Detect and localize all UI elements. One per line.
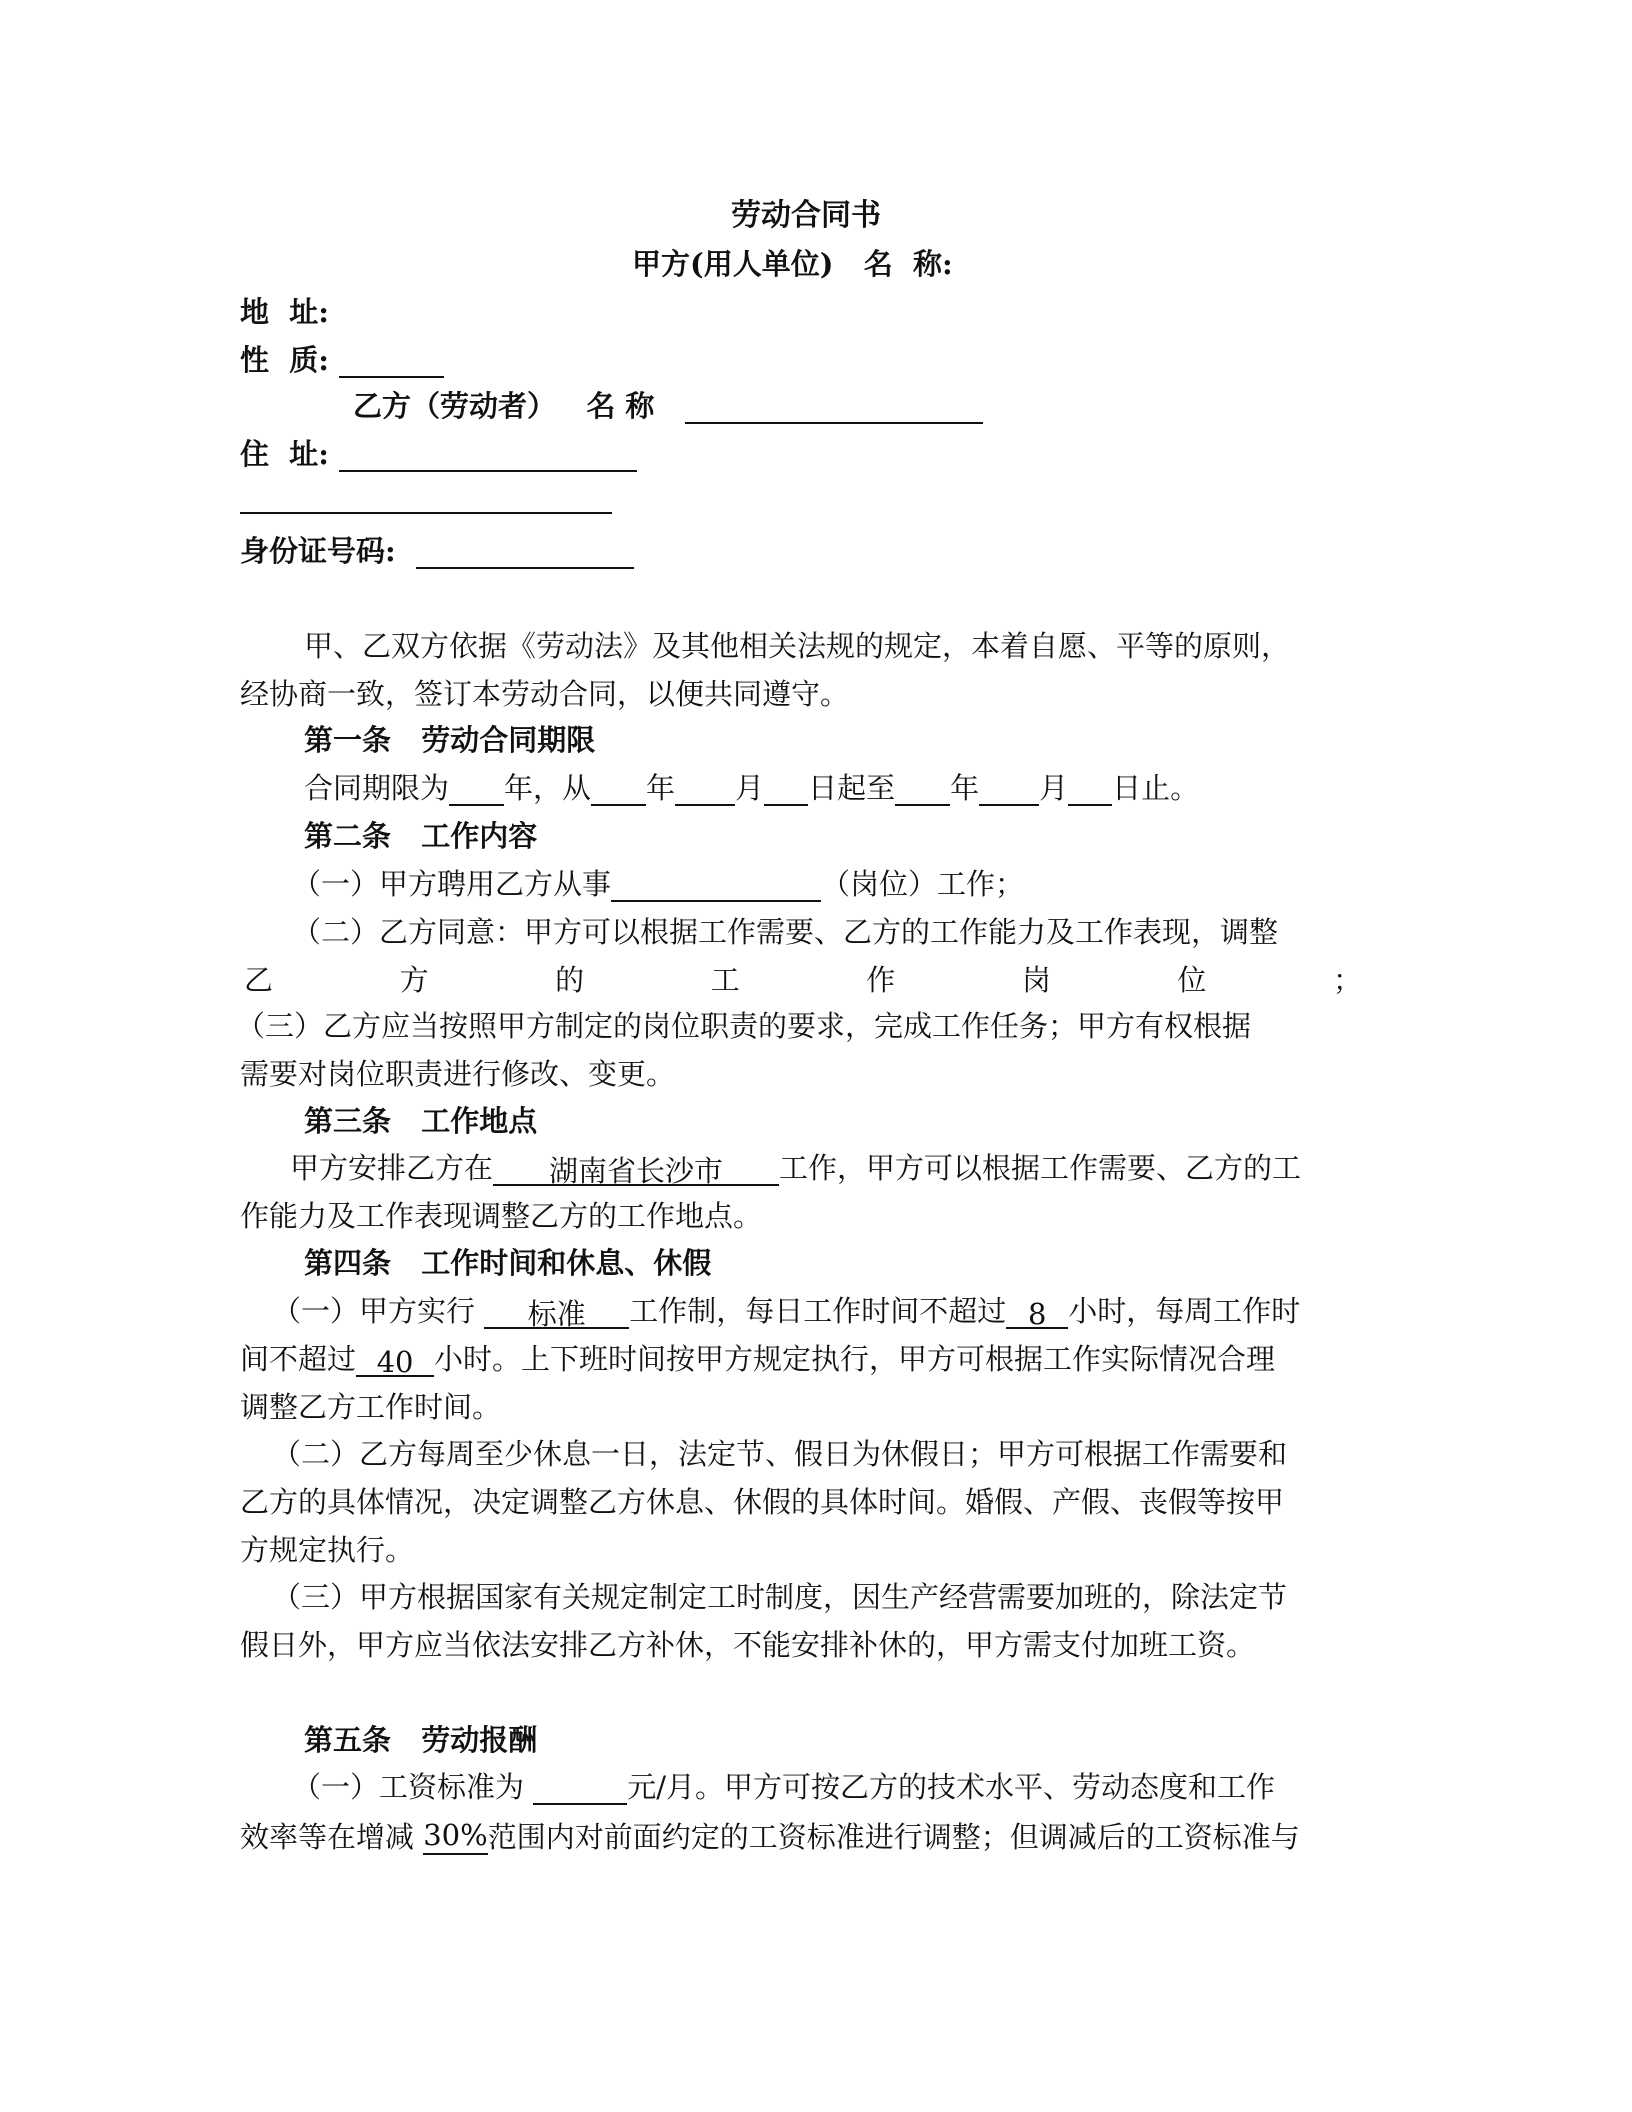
article2-item1	[292, 866, 1024, 902]
article4-item1-line2	[240, 1341, 1275, 1377]
spaced-char: 岗	[1021, 963, 1051, 997]
party-b-id-row	[240, 533, 634, 569]
article4-item1-line3: 调整乙方工作时间。	[240, 1390, 502, 1424]
article4-item3-line1: （三）甲方根据国家有关规定制定工时制度，因生产经营需要加班的，除法定节	[272, 1580, 1288, 1614]
item-text: 小时，每周工作时	[1068, 1294, 1301, 1328]
article2-item3-line1: （三）乙方应当按照甲方制定的岗位职责的要求，完成工作任务；甲方有权根据	[236, 1009, 1252, 1043]
spaced-char: 方	[399, 963, 429, 997]
party-b-id-label: 身份证号码:	[240, 534, 396, 568]
spaced-char: 作	[866, 963, 896, 997]
article5-heading: 第五条 劳动报酬	[304, 1723, 538, 1757]
article4-item2-line3: 方规定执行。	[240, 1533, 415, 1567]
end-month-field[interactable]	[979, 774, 1039, 806]
article4-heading: 第四条 工作时间和休息、休假	[304, 1246, 712, 1280]
party-a-header	[632, 246, 953, 282]
article1-heading: 第一条 劳动合同期限	[304, 723, 596, 757]
item-text: （一）甲方聘用乙方从事	[292, 867, 612, 901]
item-text: 元/月。甲方可按乙方的技术水平、劳动态度和工作	[627, 1770, 1275, 1804]
party-b-name-label: 名 称	[586, 389, 655, 423]
party-a-nature-field[interactable]	[339, 346, 444, 378]
term-text: 日起至	[808, 771, 896, 805]
article3-heading: 第三条 工作地点	[304, 1104, 538, 1138]
party-a-nature-label: 性 质:	[240, 343, 329, 377]
article3-line1	[290, 1150, 1301, 1186]
party-b-header	[353, 388, 983, 424]
item-text: （一）工资标准为	[292, 1770, 534, 1804]
article3-line2: 作能力及工作表现调整乙方的工作地点。	[240, 1199, 763, 1233]
preamble-line-1: 甲、乙双方依据《劳动法》及其他相关法规的规定，本着自愿、平等的原则，	[304, 629, 1291, 663]
party-b-address-label: 住 址:	[240, 437, 329, 471]
article2-item2-line2	[244, 962, 1362, 998]
item-text: 效率等在增减	[240, 1820, 424, 1854]
term-text: 合同期限为	[304, 771, 450, 805]
spaced-char: 乙	[244, 963, 274, 997]
item-text: 间不超过	[240, 1342, 357, 1376]
preamble-line-2: 经协商一致，签订本劳动合同，以便共同遵守。	[240, 677, 850, 711]
work-location-field[interactable]: 湖南省长沙市	[493, 1154, 779, 1186]
party-b-address-row	[240, 436, 637, 472]
start-month-field[interactable]	[675, 774, 735, 806]
article2-item3-line2: 需要对岗位职责进行修改、变更。	[240, 1057, 676, 1091]
article4-item2-line1: （二）乙方每周至少休息一日，法定节、假日为休假日；甲方可根据工作需要和	[272, 1437, 1288, 1471]
party-b-id-field[interactable]	[416, 537, 634, 569]
item-text: （岗位）工作；	[821, 867, 1025, 901]
work-system-field[interactable]: 标准	[484, 1297, 629, 1329]
spaced-char: 位	[1177, 963, 1207, 997]
article2-heading: 第二条 工作内容	[304, 819, 538, 853]
term-text: 月	[735, 771, 765, 805]
article1-term-line	[304, 770, 1199, 806]
item-text: 工作制，每日工作时间不超过	[629, 1294, 1007, 1328]
party-b-name-field[interactable]	[685, 392, 983, 424]
term-text: 日止。	[1112, 771, 1200, 805]
term-text: 年	[950, 771, 980, 805]
article5-item1-line1	[292, 1769, 1275, 1805]
weekly-hours-field[interactable]: 40	[356, 1345, 434, 1377]
article5-item1-line2	[240, 1817, 1300, 1855]
item-text: 工作，甲方可以根据工作需要、乙方的工	[779, 1151, 1302, 1185]
start-day-field[interactable]	[764, 774, 808, 806]
party-a-nature-row	[240, 342, 444, 378]
document-title: 劳动合同书	[731, 198, 881, 233]
article4-item1-line1	[272, 1293, 1300, 1329]
term-years-field[interactable]	[449, 774, 504, 806]
item-text: 小时。上下班时间按甲方规定执行，甲方可根据工作实际情况合理	[434, 1342, 1276, 1376]
party-b-address-field[interactable]	[339, 440, 637, 472]
end-day-field[interactable]	[1068, 774, 1112, 806]
article4-item2-line2: 乙方的具体情况，决定调整乙方休息、休假的具体时间。婚假、产假、丧假等按甲	[240, 1485, 1285, 1519]
adjust-range-field[interactable]: 30%	[423, 1817, 487, 1855]
daily-hours-field[interactable]: 8	[1006, 1297, 1068, 1329]
party-a-name-label: 名 称:	[863, 247, 953, 281]
position-field[interactable]	[611, 870, 821, 902]
party-a-label: 甲方(用人单位)	[632, 247, 834, 281]
end-year-field[interactable]	[895, 774, 950, 806]
start-year-field[interactable]	[591, 774, 646, 806]
party-a-address-label: 地 址:	[240, 295, 329, 329]
term-text: 年	[646, 771, 676, 805]
salary-field[interactable]	[533, 1773, 627, 1805]
article2-item2-line1: （二）乙方同意：甲方可以根据工作需要、乙方的工作能力及工作表现，调整	[292, 915, 1279, 949]
party-b-address-field-line2[interactable]	[240, 512, 612, 514]
party-b-label: 乙方（劳动者）	[353, 389, 557, 423]
item-text: 甲方安排乙方在	[290, 1151, 494, 1185]
term-text: 月	[1039, 771, 1069, 805]
spaced-char: ；	[1332, 963, 1362, 997]
article4-item3-line2: 假日外，甲方应当依法安排乙方补休，不能安排补休的，甲方需支付加班工资。	[240, 1628, 1256, 1662]
term-text: 年，从	[504, 771, 592, 805]
spaced-char: 工	[710, 963, 740, 997]
item-text: （一）甲方实行	[272, 1294, 485, 1328]
spaced-char: 的	[555, 963, 585, 997]
item-text: 范围内对前面约定的工资标准进行调整；但调减后的工资标准与	[487, 1820, 1300, 1854]
